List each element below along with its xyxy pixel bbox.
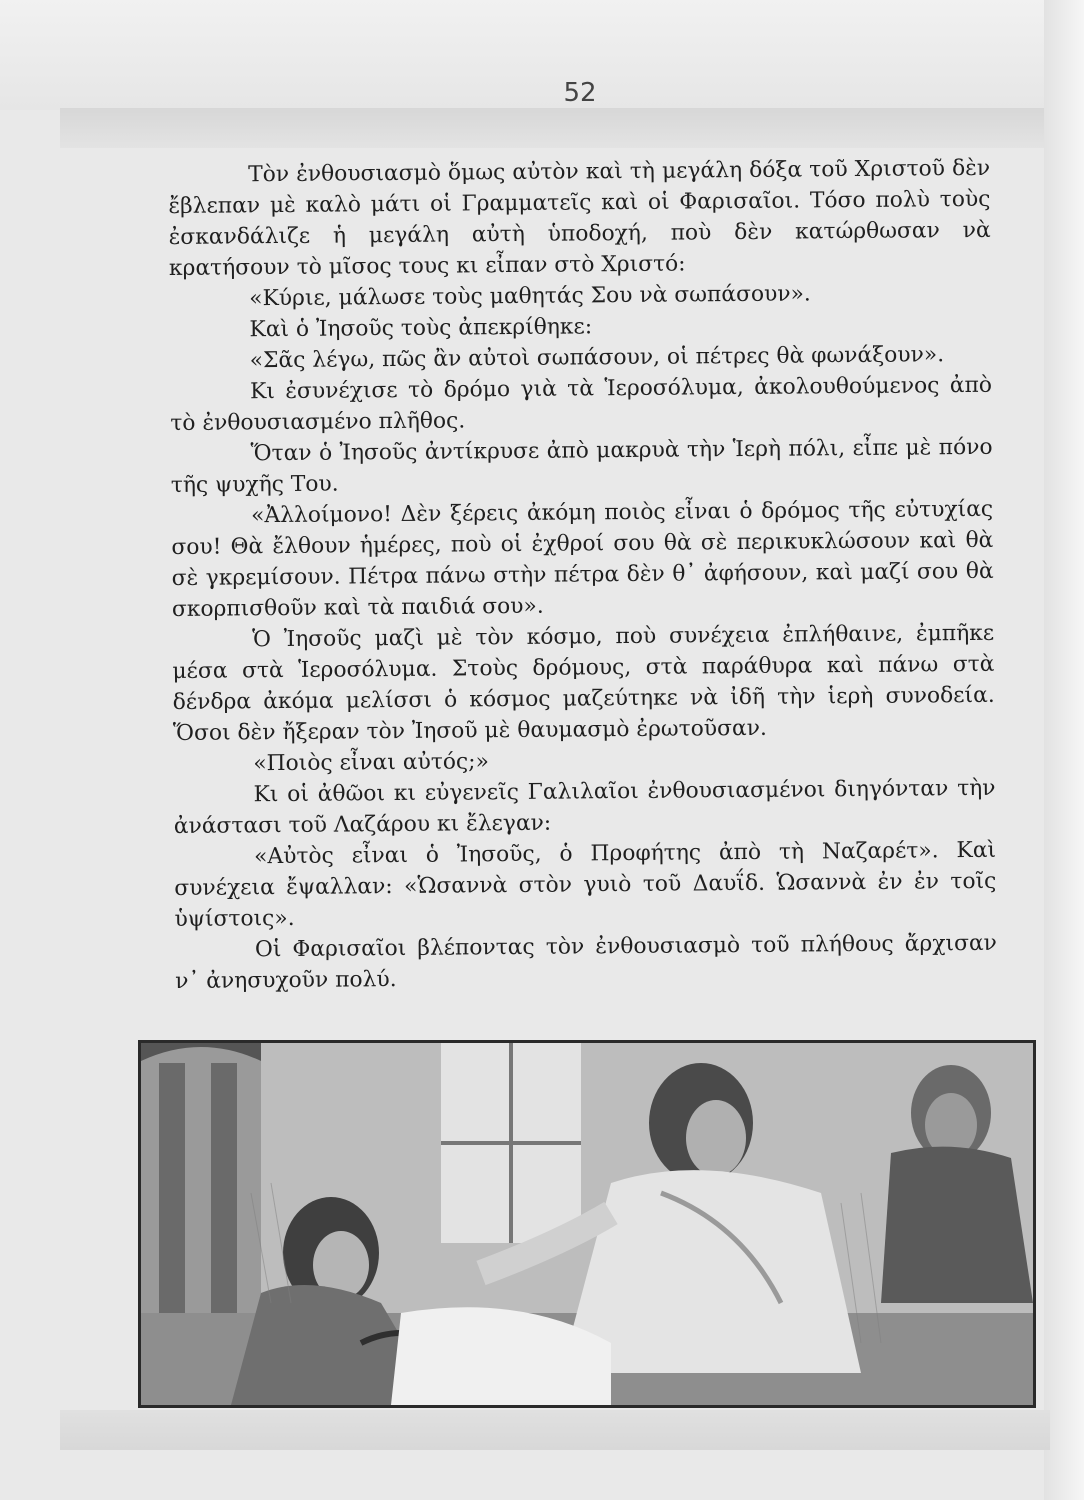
scan-shadow-band-bottom [60, 1410, 1050, 1450]
paragraph: «Αὐτὸς εἶναι ὁ Ἰησοῦς, ὁ Προφήτης ἀπὸ τὴ Ναζαρέτ». Καὶ συνέχεια ἔψαλλαν: «Ὡσαννὰ στὸν γυιὸ τοῦ Δαυΐδ. Ὡσαννὰ ἐν ἐν τοῖς ὑψίστοις». [174, 837, 997, 932]
paragraph: «Σᾶς λέγω, πῶς ἂν αὐτοὶ σωπάσουν, οἱ πέτρες θὰ φωνάξουν». [249, 342, 945, 374]
paragraph: «Ἀλλοίμονο! Δὲν ξέρεις ἀκόμη ποιὸς εἶναι ὁ δρόμος τῆς εὐτυχίας σου! Θὰ ἔλθουν ἡμέρες, ποὺ οἱ ἐχθροί σου θὰ σὲ περικυκλώσουν καὶ θὰ σὲ γκρεμίσουν. Πέτρα πάνω στὴν πέτρα δὲν θ᾽ ἀφήσουν, καὶ μαζί σου θὰ σκορπισθοῦν καὶ τὰ παιδιά σου». [171, 496, 994, 622]
paragraph: Τὸν ἐνθουσιασμὸ ὅμως αὐτὸν καὶ τὴ μεγάλη δόξα τοῦ Χριστοῦ δὲν ἔβλεπαν μὲ καλὸ μάτι οἱ Γραμματεῖς καὶ οἱ Φαρισαῖοι. Τόσο πολὺ τοὺς ἐσκανδάλιζε ἡ μεγάλη αὐτὴ ὑποδοχή, ποὺ δὲν κατώρθωσαν νὰ κρατήσουν τὸ μῖσος τους κι εἶπαν στὸ Χριστό: [168, 155, 991, 281]
paragraph: Οἱ Φαρισαῖοι βλέποντας τὸν ἐνθουσιασμὸ τοῦ πλήθους ἄρχισαν ν᾽ ἀνησυχοῦν πολύ. [175, 930, 997, 994]
paragraph: «Κύριε, μάλωσε τοὺς μαθητάς Σου νὰ σωπάσουν». [249, 281, 811, 312]
page-right-edge [1044, 0, 1084, 1500]
paragraph: Κι οἱ ἀθῶοι κι εὐγενεῖς Γαλιλαῖοι ἐνθουσιασμένοι διηγόνταν τὴν ἀνάστασι τοῦ Λαζάρου κι ἔλεγαν: [173, 775, 996, 839]
biblical-scene-illustration [138, 1040, 1036, 1408]
paragraph: Κι ἐσυνέχισε τὸ δρόμο γιὰ τὰ Ἱεροσόλυμα, ἀκολουθούμενος ἀπὸ τὸ ἐνθουσιασμένο πλῆθος. [170, 372, 993, 436]
body-text [168, 153, 997, 997]
paragraph: «Ποιὸς εἶναι αὐτός;» [253, 749, 489, 777]
page-number: 52 [563, 78, 597, 108]
paragraph: Ὁ Ἰησοῦς μαζὶ μὲ τὸν κόσμο, ποὺ συνέχεια ἐπλήθαινε, ἐμπῆκε μέσα στὰ Ἱεροσόλυμα. Στοὺς δρόμους, στὰ παράθυρα καὶ πάνω στὰ δένδρα ἀκόμα μελίσσι ὁ κόσμος μαζεύτηκε νὰ ἰδῆ τὴν ἱερὴ συνοδεία. Ὅσοι δὲν ἤξεραν τὸν Ἰησοῦ μὲ θαυμασμὸ ἐρωτοῦσαν. [172, 620, 995, 746]
paragraph: Καὶ ὁ Ἰησοῦς τοὺς ἀπεκρίθηκε: [249, 314, 593, 343]
scan-shadow-band [60, 108, 1050, 148]
paragraph: Ὅταν ὁ Ἰησοῦς ἀντίκρυσε ἀπὸ μακρυὰ τὴν Ἱερὴ πόλι, εἶπε μὲ πόνο τῆς ψυχῆς Του. [170, 434, 993, 498]
